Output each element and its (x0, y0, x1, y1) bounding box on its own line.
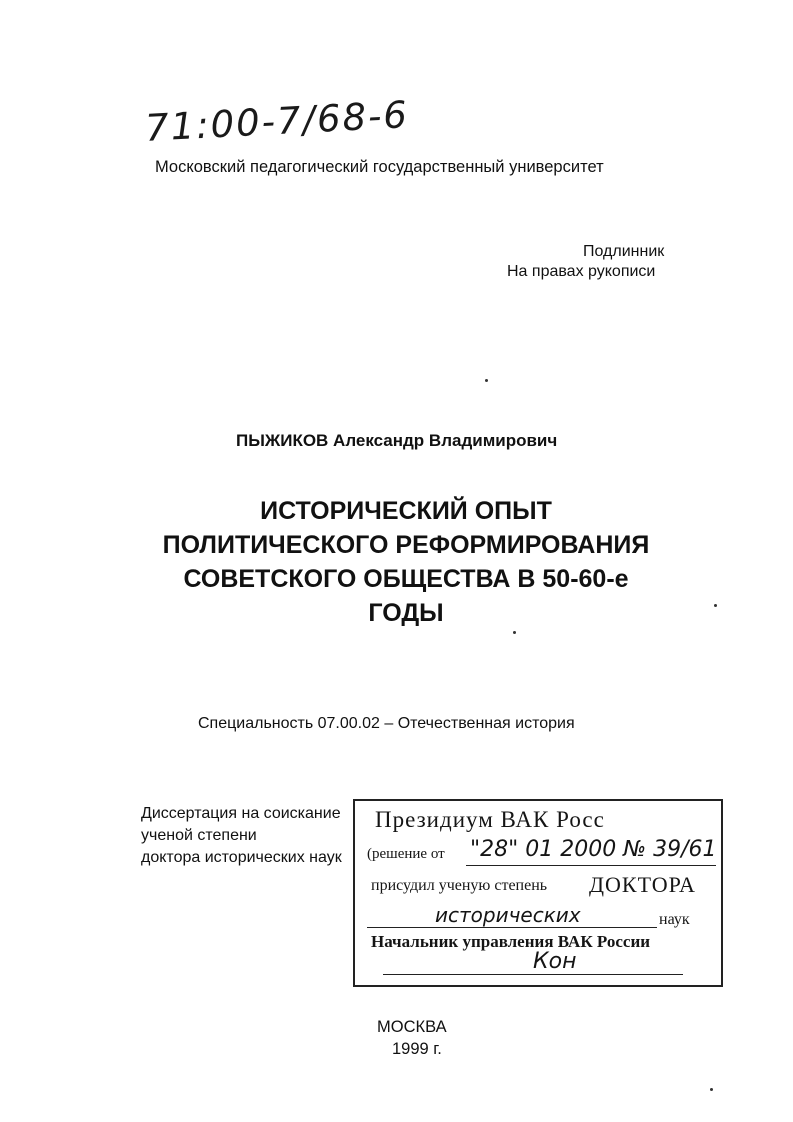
dissertation-degree-block (141, 803, 342, 869)
vak-stamp (353, 799, 723, 987)
scan-speck (513, 631, 516, 634)
stamp-decision-date: "28" 01 2000 № 39/61 (470, 837, 717, 862)
title-line: СОВЕТСКОГО ОБЩЕСТВА В 50-60-е (183, 565, 629, 593)
stamp-awarded-label: присудил ученую степень (371, 877, 548, 894)
stamp-chief-label: Начальник управления ВАК России (371, 932, 651, 951)
archive-code-handwritten: 71:00-7/68-6 (144, 93, 410, 150)
dissertation-title (96, 494, 716, 630)
title-line: ИСТОРИЧЕСКИЙ ОПЫТ (260, 497, 552, 525)
stamp-decision-label: (решение от (367, 846, 445, 862)
stamp-signature: Кон (533, 949, 577, 974)
scan-speck (710, 1088, 713, 1091)
degree-line: доктора исторических наук (141, 849, 342, 866)
stamp-field-underline (367, 927, 657, 928)
stamp-nauk-label: наук (659, 911, 690, 928)
year: 1999 г. (392, 1040, 442, 1058)
stamp-signature-underline (383, 974, 683, 975)
title-line: ГОДЫ (368, 599, 444, 627)
stamp-degree: ДОКТОРА (589, 872, 696, 897)
degree-line: Диссертация на соискание (141, 805, 341, 822)
university-name: Московский педагогический государственный университет (155, 158, 604, 176)
stamp-heading: Президиум ВАК Росс (375, 807, 605, 832)
degree-line: ученой степени (141, 827, 257, 844)
stamp-date-underline (466, 865, 716, 866)
title-line: ПОЛИТИЧЕСКОГО РЕФОРМИРОВАНИЯ (162, 531, 650, 559)
scan-speck (485, 379, 488, 382)
city: МОСКВА (377, 1018, 447, 1036)
stamp-field-handwritten: исторических (435, 903, 581, 927)
scan-speck (714, 604, 717, 607)
original-label: Подлинник (583, 243, 665, 260)
manuscript-rights-label: На правах рукописи (507, 263, 656, 280)
specialty-line: Специальность 07.00.02 – Отечественная история (198, 715, 575, 732)
author-name: ПЫЖИКОВ Александр Владимирович (236, 431, 558, 450)
